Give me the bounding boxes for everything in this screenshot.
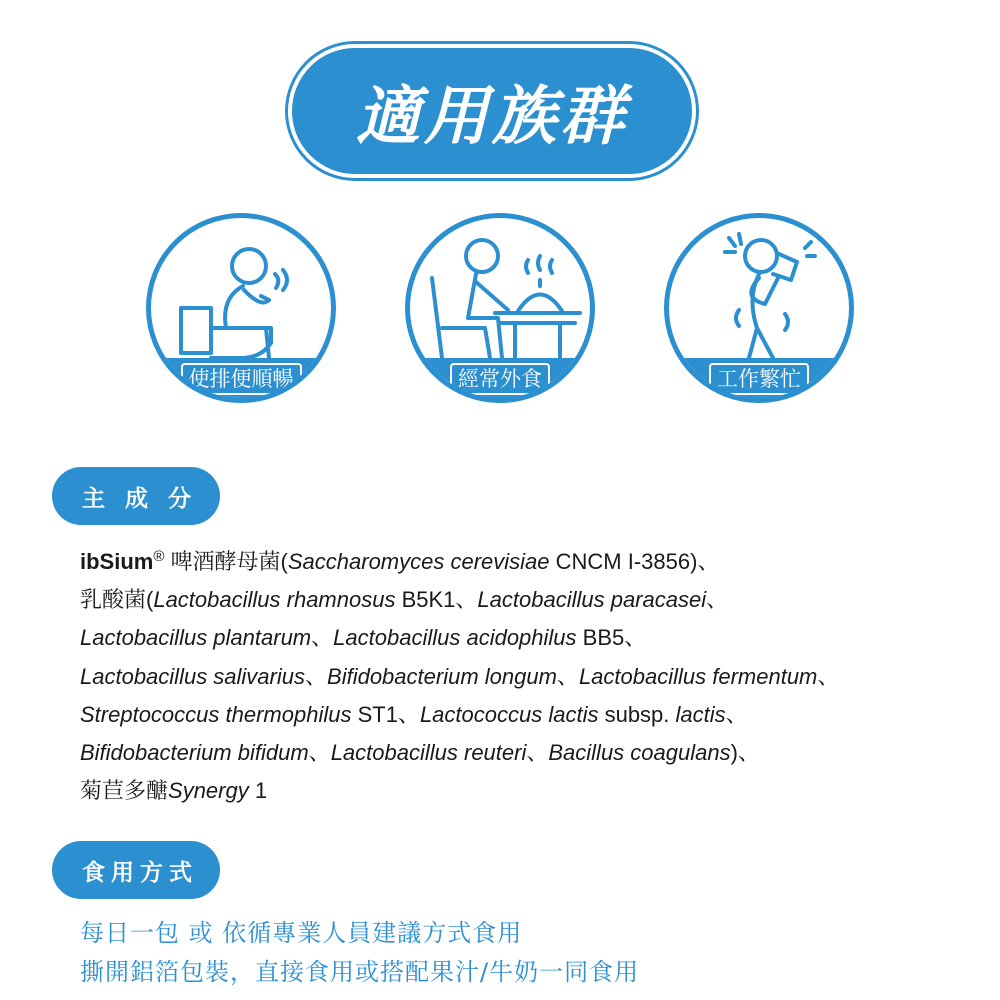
- ingredient-text: 、: [311, 625, 334, 651]
- ingredient-line: [80, 772, 960, 810]
- ingredient-text: )、: [730, 740, 760, 766]
- ingredient-text: 、: [305, 663, 328, 689]
- species-name: Lactobacillus rhamnosus: [153, 587, 396, 613]
- species-name: Streptococcus thermophilus: [80, 701, 352, 727]
- registered-mark: ®: [153, 548, 165, 565]
- group-label: 工作繁忙: [709, 363, 809, 395]
- species-name: Lactobacillus paracasei: [477, 587, 707, 613]
- ingredient-text: 1: [248, 778, 268, 804]
- species-name: Lactobacillus plantarum: [80, 625, 312, 651]
- usage-line: 撕開鋁箔包裝，直接食用或搭配果汁/牛奶一同食用: [80, 958, 640, 986]
- ingredient-line: [80, 696, 960, 734]
- species-name: Bifidobacterium longum: [327, 663, 557, 689]
- page-title: 適用族群: [356, 80, 628, 154]
- group-card-dining: [405, 213, 595, 403]
- ingredient-line: [80, 538, 960, 581]
- group-label: 經常外食: [450, 363, 550, 395]
- species-name: Lactobacillus acidophilus: [333, 625, 577, 651]
- ingredient-text: 、: [706, 587, 729, 613]
- usage-instructions: [80, 914, 639, 992]
- ingredients-heading: 主 成 分: [52, 467, 220, 525]
- species-name: Synergy: [168, 778, 249, 804]
- brand-name: ibSium: [80, 549, 154, 574]
- ingredient-text: BB5、: [576, 625, 647, 651]
- ingredient-text: 乳酸菌(: [80, 587, 154, 613]
- title-banner: [288, 44, 696, 178]
- ingredient-text: CNCM I-3856)、: [549, 549, 720, 574]
- ingredient-line: [80, 619, 960, 657]
- species-name: Lactococcus lactis: [419, 701, 599, 727]
- ingredients-list: [80, 538, 960, 810]
- species-name: Lactobacillus salivarius: [80, 663, 305, 689]
- group-card-busy: [664, 213, 854, 403]
- group-label: 使排便順暢: [181, 363, 302, 395]
- ingredient-text: 、: [725, 701, 748, 727]
- ingredient-text: 、: [556, 663, 579, 689]
- ingredient-text: subsp.: [598, 701, 676, 727]
- species-name: Bifidobacterium bifidum: [80, 740, 309, 766]
- species-name: Lactobacillus reuteri: [330, 740, 527, 766]
- group-card-bowel: [146, 213, 336, 403]
- ingredient-text: 啤酒酵母菌(: [164, 549, 288, 574]
- species-name: Lactobacillus fermentum: [578, 663, 818, 689]
- species-name: Bacillus coagulans: [548, 740, 731, 766]
- ingredient-text: ST1、: [351, 701, 420, 727]
- species-name: lactis: [675, 701, 726, 727]
- ingredient-text: B5K1、: [395, 587, 478, 613]
- usage-heading: 食用方式: [52, 841, 220, 899]
- species-name: Saccharomyces cerevisiae: [287, 549, 550, 574]
- ingredient-text: 菊苣多醣: [80, 778, 169, 804]
- ingredient-text: 、: [308, 740, 331, 766]
- ingredient-text: 、: [526, 740, 549, 766]
- ingredient-text: 、: [817, 663, 840, 689]
- ingredient-line: [80, 734, 960, 772]
- usage-line: 每日一包 或 依循專業人員建議方式食用: [80, 919, 523, 947]
- ingredient-line: [80, 581, 960, 619]
- ingredient-line: [80, 658, 960, 696]
